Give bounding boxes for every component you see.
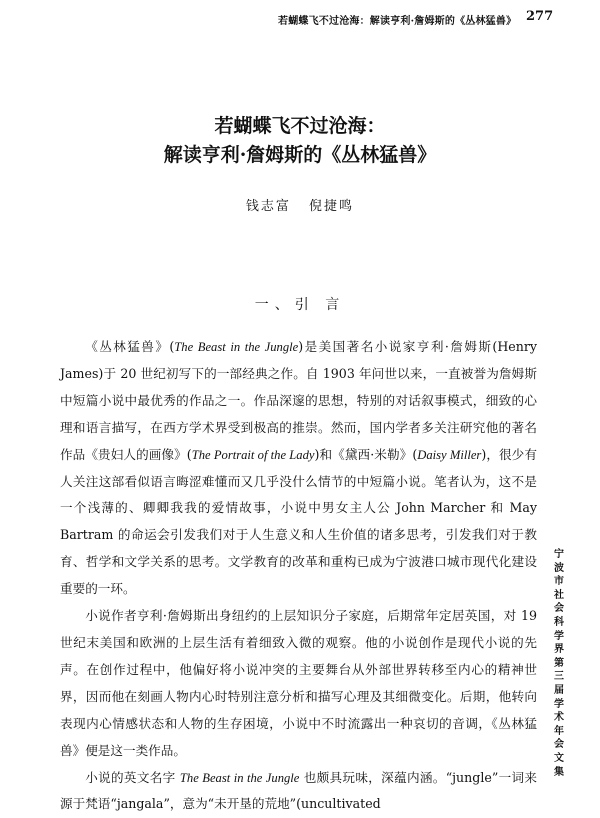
paragraph-3-text-a: 小说的英文名字 xyxy=(85,770,180,785)
paragraph-1-text-a: 《丛林猛兽》( xyxy=(85,339,174,354)
page-number: 277 xyxy=(526,9,553,24)
paragraph-1-italic-title-c: Daisy Miller xyxy=(417,448,481,462)
paragraph-1-text-b: )是美国著名小说家亨利·詹姆斯(Henry James)于 20 世纪初写下的一部经典之作。自 1903 年问世以来，一直被誉为詹姆斯中短篇小说中最优秀的作品之一。作品深邃的思想，特别的对话叙事模式，细致的心理和语言描写，在西方学术界受到极高的推崇。然而，国内学者多关注研究他的著名作品《贵妇人的画像》( xyxy=(60,339,537,462)
title-line-2: 解读亨利·詹姆斯的《丛林猛兽》 xyxy=(0,141,600,170)
section-heading: 一、引 言 xyxy=(0,294,600,314)
article-title xyxy=(0,112,600,170)
paragraph-1-italic-title-a: The Beast in the Jungle xyxy=(174,340,298,354)
paragraph-1-text-d: )，很少有人关注这部看似语言晦涩难懂而又几乎没什么情节的中短篇小说。笔者认为，这不是一个浅薄的、卿卿我我的爱情故事，小说中男女主人公 John Marcher 和 May Bartram 的命运会引发我们对于人生意义和人生价值的诸多思考，引发我们对于教育、哲学和文学关系的思考。文学教育的改革和重构已成为宁波港口城市现代化建设重要的一环。 xyxy=(60,447,537,597)
running-head: 若蝴蝶飞不过沧海：解读亨利·詹姆斯的《丛林猛兽》 xyxy=(278,12,516,27)
paragraph-1-text-c: )和《黛西·米勒》( xyxy=(314,447,417,462)
paragraph-3-text-b: 也颇具玩味，深蕴内涵。“jungle”一词来源于梵语“jangala”，意为“未开垦的荒地”(uncultivated xyxy=(60,770,537,812)
side-note-vertical: 宁波市社会科学界第三届学术年会文集 xyxy=(551,548,567,779)
authors: 钱志富 倪捷鸣 xyxy=(0,195,600,214)
title-line-1: 若蝴蝶飞不过沧海： xyxy=(0,112,600,141)
paragraph-1 xyxy=(60,334,537,603)
paragraph-3 xyxy=(60,765,537,818)
body-text xyxy=(60,334,537,818)
paragraph-2: 小说作者亨利·詹姆斯出身纽约的上层知识分子家庭，后期常年定居英国，对 19 世纪末美国和欧洲的上层生活有着细致入微的观察。他的小说创作是现代小说的先声。在创作过程中，他偏好将小说冲突的主要舞台从外部世界转移至内心的精神世界，因而他在刻画人物内心时特别注意分析和描写心理及其细微变化。后期，他转向表现内心情感状态和人物的生存困境，小说中不时流露出一种哀切的音调，《丛林猛兽》便是这一类作品。 xyxy=(60,603,537,764)
paragraph-1-italic-title-b: The Portrait of the Lady xyxy=(192,448,315,462)
paragraph-3-italic-title: The Beast in the Jungle xyxy=(180,771,299,785)
